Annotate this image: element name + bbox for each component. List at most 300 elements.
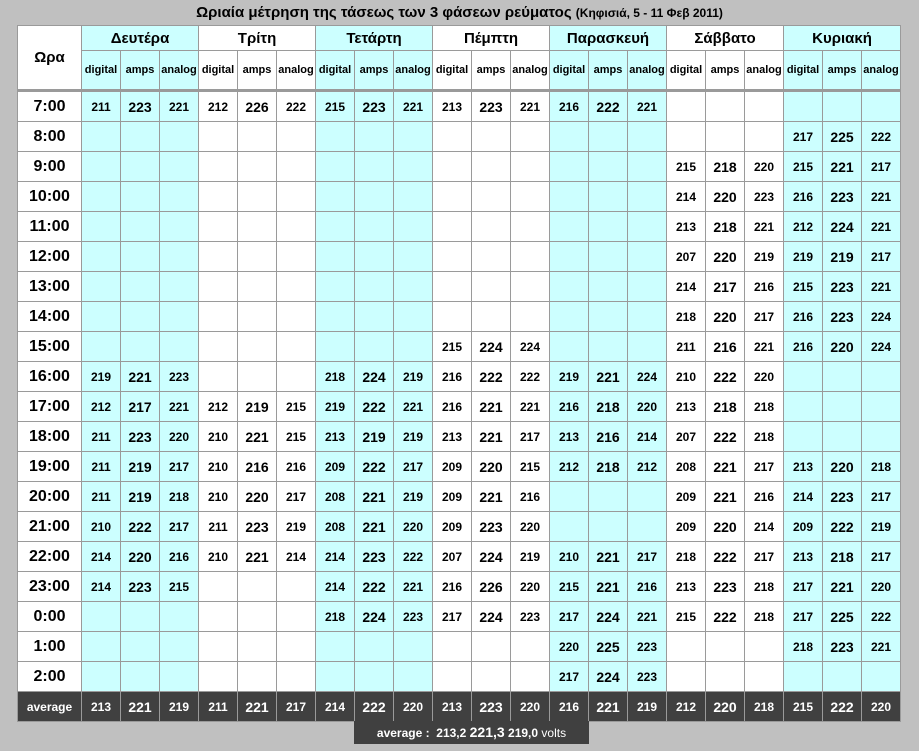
cell-analog bbox=[394, 152, 433, 182]
cell-analog bbox=[160, 242, 199, 272]
cell-analog bbox=[277, 152, 316, 182]
cell-digital: 212 bbox=[550, 452, 589, 482]
cell-analog: 216 bbox=[745, 272, 784, 302]
hour-label: 11:00 bbox=[18, 212, 82, 242]
cell-digital: 210 bbox=[667, 362, 706, 392]
cell-amps: 224 bbox=[472, 332, 511, 362]
cell-amps bbox=[355, 272, 394, 302]
cell-digital bbox=[82, 122, 121, 152]
cell-amps bbox=[238, 332, 277, 362]
overall-average bbox=[354, 721, 589, 744]
cell-analog: 220 bbox=[745, 362, 784, 392]
title-subtitle: (Κηφισιά, 5 - 11 Φεβ 2011) bbox=[575, 6, 723, 20]
cell-amps bbox=[589, 332, 628, 362]
cell-amps bbox=[589, 182, 628, 212]
cell-amps: 222 bbox=[472, 362, 511, 392]
cell-digital: 213 bbox=[667, 212, 706, 242]
cell-analog: 222 bbox=[394, 542, 433, 572]
table-row bbox=[18, 602, 901, 632]
hour-label: 9:00 bbox=[18, 152, 82, 182]
cell-analog: 222 bbox=[511, 362, 550, 392]
cell-digital bbox=[667, 91, 706, 122]
cell-amps: 223 bbox=[472, 512, 511, 542]
cell-analog: 214 bbox=[745, 512, 784, 542]
cell-analog bbox=[160, 632, 199, 662]
cell-digital: 215 bbox=[433, 332, 472, 362]
cell-digital bbox=[82, 152, 121, 182]
cell-amps bbox=[823, 422, 862, 452]
cell-digital: 219 bbox=[550, 362, 589, 392]
cell-analog bbox=[160, 602, 199, 632]
cell-analog: 220 bbox=[511, 512, 550, 542]
cell-digital: 207 bbox=[667, 242, 706, 272]
cell-digital: 217 bbox=[784, 122, 823, 152]
cell-amps bbox=[355, 182, 394, 212]
cell-digital: 207 bbox=[433, 542, 472, 572]
cell-digital: 215 bbox=[784, 272, 823, 302]
cell-amps bbox=[589, 302, 628, 332]
average-analog: 220 bbox=[862, 692, 901, 722]
cell-digital bbox=[82, 662, 121, 692]
cell-analog: 217 bbox=[745, 452, 784, 482]
cell-digital: 214 bbox=[667, 272, 706, 302]
cell-amps bbox=[706, 91, 745, 122]
page-title bbox=[0, 2, 919, 24]
cell-amps: 220 bbox=[706, 242, 745, 272]
cell-analog: 217 bbox=[394, 452, 433, 482]
cell-amps: 224 bbox=[589, 662, 628, 692]
cell-digital: 211 bbox=[82, 422, 121, 452]
cell-amps: 224 bbox=[355, 362, 394, 392]
cell-analog: 217 bbox=[511, 422, 550, 452]
cell-analog: 215 bbox=[160, 572, 199, 602]
cell-amps: 225 bbox=[589, 632, 628, 662]
table-row bbox=[18, 122, 901, 152]
cell-amps bbox=[472, 152, 511, 182]
cell-digital bbox=[433, 242, 472, 272]
cell-analog bbox=[745, 662, 784, 692]
cell-amps: 220 bbox=[823, 332, 862, 362]
cell-amps: 223 bbox=[121, 91, 160, 122]
cell-amps: 226 bbox=[238, 91, 277, 122]
cell-analog bbox=[277, 242, 316, 272]
cell-amps: 220 bbox=[706, 512, 745, 542]
cell-amps: 226 bbox=[472, 572, 511, 602]
table-row bbox=[18, 542, 901, 572]
cell-amps bbox=[238, 152, 277, 182]
cell-digital: 216 bbox=[433, 572, 472, 602]
cell-amps bbox=[589, 212, 628, 242]
cell-amps: 224 bbox=[472, 602, 511, 632]
cell-analog bbox=[394, 662, 433, 692]
cell-digital bbox=[316, 332, 355, 362]
cell-amps: 223 bbox=[823, 182, 862, 212]
day-header: Δευτέρα bbox=[82, 26, 199, 51]
average-row bbox=[18, 692, 901, 722]
sub-header-analog: analog bbox=[628, 51, 667, 91]
cell-digital bbox=[550, 152, 589, 182]
sub-header-amps: amps bbox=[589, 51, 628, 91]
overall-unit: volts bbox=[541, 726, 567, 740]
cell-analog: 217 bbox=[862, 152, 901, 182]
cell-analog: 217 bbox=[628, 542, 667, 572]
cell-digital bbox=[316, 632, 355, 662]
cell-digital: 208 bbox=[316, 512, 355, 542]
cell-digital bbox=[316, 242, 355, 272]
cell-amps: 223 bbox=[238, 512, 277, 542]
cell-amps: 220 bbox=[238, 482, 277, 512]
hour-label: 15:00 bbox=[18, 332, 82, 362]
cell-digital bbox=[199, 332, 238, 362]
cell-digital: 218 bbox=[316, 602, 355, 632]
cell-amps: 222 bbox=[355, 392, 394, 422]
cell-analog bbox=[628, 272, 667, 302]
cell-digital bbox=[550, 242, 589, 272]
cell-amps: 222 bbox=[706, 602, 745, 632]
cell-amps: 223 bbox=[823, 302, 862, 332]
cell-amps: 220 bbox=[706, 302, 745, 332]
cell-amps: 221 bbox=[706, 452, 745, 482]
sub-header-amps: amps bbox=[121, 51, 160, 91]
cell-digital: 217 bbox=[784, 602, 823, 632]
sub-header-analog: analog bbox=[277, 51, 316, 91]
sub-header-digital: digital bbox=[316, 51, 355, 91]
cell-amps: 220 bbox=[823, 452, 862, 482]
cell-amps bbox=[238, 362, 277, 392]
cell-analog bbox=[160, 152, 199, 182]
cell-analog bbox=[628, 122, 667, 152]
cell-amps: 218 bbox=[589, 392, 628, 422]
hour-label: 1:00 bbox=[18, 632, 82, 662]
cell-analog bbox=[862, 91, 901, 122]
hour-label: 13:00 bbox=[18, 272, 82, 302]
cell-amps bbox=[589, 122, 628, 152]
cell-analog: 221 bbox=[511, 392, 550, 422]
cell-analog bbox=[628, 242, 667, 272]
cell-digital bbox=[199, 632, 238, 662]
cell-amps: 222 bbox=[823, 512, 862, 542]
cell-digital bbox=[316, 182, 355, 212]
cell-amps bbox=[472, 272, 511, 302]
cell-digital: 219 bbox=[316, 392, 355, 422]
cell-amps bbox=[238, 302, 277, 332]
cell-amps: 221 bbox=[589, 572, 628, 602]
table-row bbox=[18, 482, 901, 512]
cell-analog: 223 bbox=[745, 182, 784, 212]
cell-analog: 223 bbox=[628, 662, 667, 692]
cell-digital: 213 bbox=[667, 392, 706, 422]
cell-digital: 218 bbox=[784, 632, 823, 662]
cell-amps bbox=[355, 632, 394, 662]
cell-analog: 222 bbox=[862, 602, 901, 632]
cell-digital: 213 bbox=[784, 542, 823, 572]
cell-analog: 215 bbox=[277, 422, 316, 452]
average-analog: 218 bbox=[745, 692, 784, 722]
cell-amps: 219 bbox=[238, 392, 277, 422]
cell-amps: 218 bbox=[706, 392, 745, 422]
cell-analog: 219 bbox=[862, 512, 901, 542]
cell-amps bbox=[121, 602, 160, 632]
cell-amps bbox=[472, 122, 511, 152]
day-header-row bbox=[18, 26, 901, 51]
cell-amps: 221 bbox=[472, 392, 511, 422]
cell-analog bbox=[277, 302, 316, 332]
cell-digital: 208 bbox=[316, 482, 355, 512]
cell-analog: 217 bbox=[160, 512, 199, 542]
cell-digital: 216 bbox=[433, 392, 472, 422]
table-row bbox=[18, 392, 901, 422]
cell-digital: 216 bbox=[550, 392, 589, 422]
cell-digital bbox=[667, 632, 706, 662]
table-row bbox=[18, 452, 901, 482]
cell-digital bbox=[82, 302, 121, 332]
cell-amps bbox=[121, 152, 160, 182]
cell-digital: 214 bbox=[82, 542, 121, 572]
cell-digital: 213 bbox=[550, 422, 589, 452]
cell-amps: 218 bbox=[589, 452, 628, 482]
cell-digital: 211 bbox=[82, 91, 121, 122]
cell-analog bbox=[628, 212, 667, 242]
cell-amps bbox=[121, 302, 160, 332]
table-row bbox=[18, 362, 901, 392]
cell-analog: 220 bbox=[628, 392, 667, 422]
cell-amps: 222 bbox=[589, 91, 628, 122]
cell-amps: 220 bbox=[472, 452, 511, 482]
cell-amps: 221 bbox=[355, 482, 394, 512]
cell-amps bbox=[238, 182, 277, 212]
cell-amps bbox=[355, 212, 394, 242]
cell-digital bbox=[550, 182, 589, 212]
cell-digital: 215 bbox=[667, 152, 706, 182]
cell-digital bbox=[199, 302, 238, 332]
cell-analog bbox=[628, 332, 667, 362]
cell-analog: 221 bbox=[160, 91, 199, 122]
cell-digital: 219 bbox=[82, 362, 121, 392]
cell-amps: 223 bbox=[472, 91, 511, 122]
cell-analog bbox=[394, 242, 433, 272]
cell-amps: 223 bbox=[121, 422, 160, 452]
cell-analog: 220 bbox=[745, 152, 784, 182]
cell-analog: 219 bbox=[394, 362, 433, 392]
cell-analog bbox=[277, 662, 316, 692]
cell-analog: 218 bbox=[745, 392, 784, 422]
cell-analog bbox=[511, 302, 550, 332]
cell-digital bbox=[433, 272, 472, 302]
average-analog: 219 bbox=[160, 692, 199, 722]
cell-digital bbox=[199, 152, 238, 182]
cell-amps bbox=[355, 152, 394, 182]
cell-digital bbox=[316, 662, 355, 692]
average-amps: 221 bbox=[589, 692, 628, 722]
cell-digital: 217 bbox=[550, 662, 589, 692]
average-digital: 213 bbox=[82, 692, 121, 722]
cell-analog: 221 bbox=[745, 332, 784, 362]
cell-analog bbox=[160, 182, 199, 212]
cell-analog bbox=[277, 572, 316, 602]
cell-amps: 221 bbox=[472, 422, 511, 452]
hour-label: 2:00 bbox=[18, 662, 82, 692]
cell-digital bbox=[82, 602, 121, 632]
cell-digital bbox=[316, 272, 355, 302]
cell-amps bbox=[589, 152, 628, 182]
cell-amps bbox=[355, 242, 394, 272]
sub-header-digital: digital bbox=[433, 51, 472, 91]
cell-digital: 214 bbox=[316, 542, 355, 572]
hour-label: 7:00 bbox=[18, 91, 82, 122]
cell-digital: 214 bbox=[316, 572, 355, 602]
hour-label: 19:00 bbox=[18, 452, 82, 482]
average-amps: 222 bbox=[355, 692, 394, 722]
table-row bbox=[18, 272, 901, 302]
hour-label: 21:00 bbox=[18, 512, 82, 542]
cell-analog: 221 bbox=[511, 91, 550, 122]
cell-amps: 221 bbox=[238, 542, 277, 572]
cell-digital bbox=[316, 152, 355, 182]
cell-analog: 216 bbox=[160, 542, 199, 572]
cell-digital: 210 bbox=[82, 512, 121, 542]
cell-amps: 223 bbox=[823, 632, 862, 662]
cell-amps bbox=[472, 302, 511, 332]
table-row bbox=[18, 302, 901, 332]
cell-amps: 224 bbox=[472, 542, 511, 572]
cell-analog bbox=[394, 632, 433, 662]
cell-analog: 221 bbox=[394, 392, 433, 422]
cell-analog: 221 bbox=[394, 91, 433, 122]
cell-analog bbox=[160, 662, 199, 692]
cell-amps: 222 bbox=[706, 542, 745, 572]
cell-digital bbox=[199, 212, 238, 242]
cell-digital: 217 bbox=[550, 602, 589, 632]
cell-amps: 221 bbox=[121, 362, 160, 392]
cell-digital bbox=[550, 122, 589, 152]
hour-label: 14:00 bbox=[18, 302, 82, 332]
cell-digital bbox=[667, 122, 706, 152]
cell-amps bbox=[355, 332, 394, 362]
cell-amps bbox=[823, 362, 862, 392]
cell-digital bbox=[199, 122, 238, 152]
hour-label: 23:00 bbox=[18, 572, 82, 602]
sub-header-digital: digital bbox=[667, 51, 706, 91]
cell-analog bbox=[160, 212, 199, 242]
day-header: Τετάρτη bbox=[316, 26, 433, 51]
cell-digital bbox=[316, 212, 355, 242]
cell-analog bbox=[160, 302, 199, 332]
cell-digital: 209 bbox=[667, 512, 706, 542]
cell-amps: 219 bbox=[121, 482, 160, 512]
cell-digital: 217 bbox=[433, 602, 472, 632]
cell-digital: 209 bbox=[433, 512, 472, 542]
cell-digital bbox=[82, 182, 121, 212]
cell-digital: 212 bbox=[199, 392, 238, 422]
cell-analog bbox=[511, 242, 550, 272]
cell-digital: 211 bbox=[667, 332, 706, 362]
cell-analog: 222 bbox=[862, 122, 901, 152]
cell-digital bbox=[316, 302, 355, 332]
cell-analog bbox=[862, 422, 901, 452]
cell-analog bbox=[394, 122, 433, 152]
table-row bbox=[18, 212, 901, 242]
cell-digital bbox=[199, 662, 238, 692]
cell-amps bbox=[121, 632, 160, 662]
cell-amps: 218 bbox=[823, 542, 862, 572]
cell-amps bbox=[238, 272, 277, 302]
cell-amps: 223 bbox=[121, 572, 160, 602]
cell-analog bbox=[862, 662, 901, 692]
cell-amps bbox=[121, 272, 160, 302]
cell-analog bbox=[745, 122, 784, 152]
cell-amps: 221 bbox=[589, 542, 628, 572]
cell-digital bbox=[82, 242, 121, 272]
hour-label: 12:00 bbox=[18, 242, 82, 272]
cell-digital bbox=[784, 662, 823, 692]
average-digital: 214 bbox=[316, 692, 355, 722]
cell-analog: 220 bbox=[160, 422, 199, 452]
cell-digital bbox=[550, 332, 589, 362]
cell-analog: 215 bbox=[277, 392, 316, 422]
cell-amps: 221 bbox=[706, 482, 745, 512]
cell-amps bbox=[355, 302, 394, 332]
hour-label: 18:00 bbox=[18, 422, 82, 452]
cell-digital: 218 bbox=[316, 362, 355, 392]
cell-digital: 213 bbox=[316, 422, 355, 452]
table-row bbox=[18, 632, 901, 662]
hour-label: 20:00 bbox=[18, 482, 82, 512]
cell-digital bbox=[433, 182, 472, 212]
cell-analog bbox=[277, 602, 316, 632]
cell-analog: 212 bbox=[628, 452, 667, 482]
cell-amps: 216 bbox=[706, 332, 745, 362]
cell-digital bbox=[433, 152, 472, 182]
cell-analog: 217 bbox=[745, 542, 784, 572]
cell-analog: 218 bbox=[745, 602, 784, 632]
cell-digital: 211 bbox=[82, 452, 121, 482]
cell-analog bbox=[745, 632, 784, 662]
cell-amps: 222 bbox=[121, 512, 160, 542]
sub-header-amps: amps bbox=[238, 51, 277, 91]
cell-digital: 213 bbox=[433, 422, 472, 452]
cell-analog: 221 bbox=[862, 212, 901, 242]
cell-digital: 214 bbox=[82, 572, 121, 602]
cell-digital: 210 bbox=[199, 422, 238, 452]
cell-analog bbox=[277, 272, 316, 302]
cell-digital bbox=[433, 632, 472, 662]
cell-amps: 224 bbox=[823, 212, 862, 242]
day-header: Πέμπτη bbox=[433, 26, 550, 51]
average-amps: 220 bbox=[706, 692, 745, 722]
hour-label: 22:00 bbox=[18, 542, 82, 572]
cell-analog bbox=[394, 182, 433, 212]
cell-analog bbox=[277, 632, 316, 662]
sub-header-digital: digital bbox=[199, 51, 238, 91]
cell-digital: 210 bbox=[550, 542, 589, 572]
cell-analog: 217 bbox=[745, 302, 784, 332]
cell-digital bbox=[316, 122, 355, 152]
cell-digital bbox=[199, 572, 238, 602]
cell-amps bbox=[355, 662, 394, 692]
cell-digital: 215 bbox=[316, 91, 355, 122]
cell-analog: 217 bbox=[277, 482, 316, 512]
cell-amps bbox=[238, 632, 277, 662]
cell-analog: 222 bbox=[277, 91, 316, 122]
cell-analog bbox=[160, 122, 199, 152]
cell-amps bbox=[589, 242, 628, 272]
sub-header-analog: analog bbox=[862, 51, 901, 91]
day-header: Παρασκευή bbox=[550, 26, 667, 51]
cell-analog: 217 bbox=[862, 482, 901, 512]
cell-digital bbox=[433, 662, 472, 692]
cell-digital bbox=[199, 242, 238, 272]
average-analog: 220 bbox=[511, 692, 550, 722]
